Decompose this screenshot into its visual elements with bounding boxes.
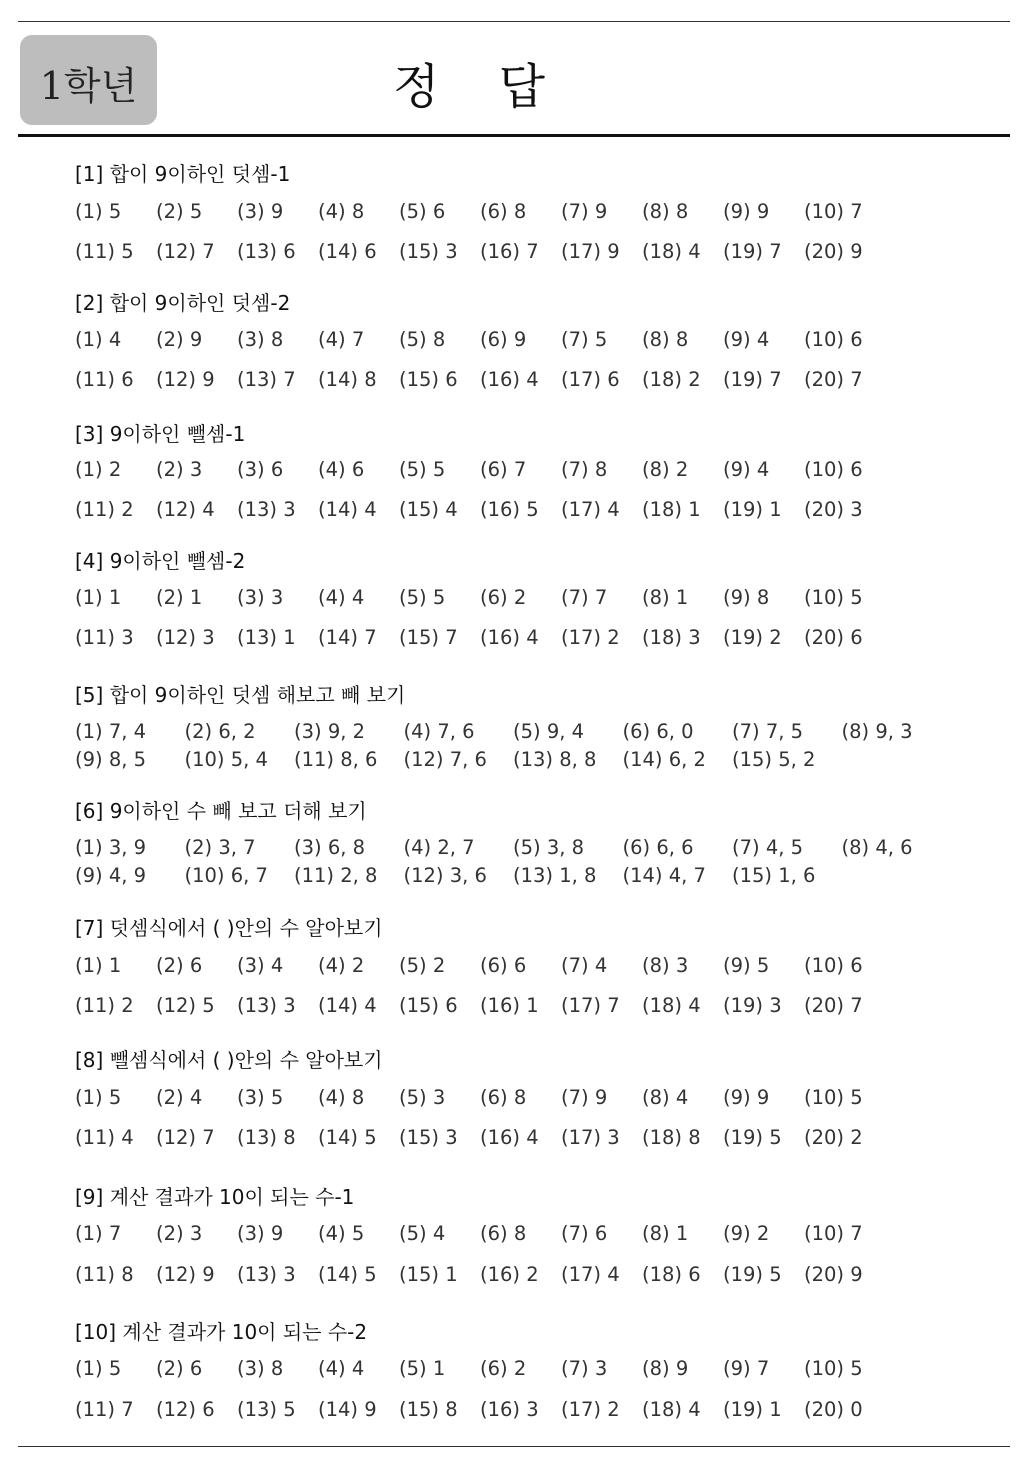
answer-item: (10) 7 [804, 1222, 863, 1245]
answer-item: (13) 1 [237, 626, 296, 649]
answer-item: (2) 9 [156, 328, 203, 351]
answer-item: (15) 7 [399, 626, 458, 649]
answer-item: (4) 5 [318, 1222, 365, 1245]
answer-item: (6) 8 [480, 200, 527, 223]
answer-row [75, 368, 885, 391]
answer-item: (6) 9 [480, 328, 527, 351]
answer-row [75, 1126, 885, 1149]
answer-item: (7) 7 [561, 586, 608, 609]
answer-item: (19) 7 [723, 240, 782, 263]
answer-item: (12) 7, 6 [403, 748, 487, 771]
answer-item: (13) 3 [237, 1263, 296, 1286]
answer-item: (15) 8 [399, 1398, 458, 1421]
answer-item: (9) 2 [723, 1222, 770, 1245]
answer-item: (15) 1, 6 [732, 864, 816, 887]
answer-item: (13) 3 [237, 994, 296, 1017]
answer-item: (9) 4 [723, 458, 770, 481]
answer-item: (8) 4, 6 [841, 836, 913, 859]
answer-row [75, 720, 951, 743]
answer-item: (6) 8 [480, 1086, 527, 1109]
answer-item: (15) 3 [399, 1126, 458, 1149]
answer-item: (12) 5 [156, 994, 215, 1017]
answer-item: (8) 4 [642, 1086, 689, 1109]
answer-item: (18) 8 [642, 1126, 701, 1149]
answer-row [75, 1086, 885, 1109]
answer-item: (10) 5 [804, 586, 863, 609]
answer-item: (7) 6 [561, 1222, 608, 1245]
answer-item: (4) 8 [318, 1086, 365, 1109]
page-title: 정 답 [393, 59, 567, 115]
answer-item: (11) 4 [75, 1126, 134, 1149]
answer-item: (15) 4 [399, 498, 458, 521]
answer-item: (6) 6 [480, 954, 527, 977]
answer-item: (6) 7 [480, 458, 527, 481]
answer-item: (2) 4 [156, 1086, 203, 1109]
answer-row [75, 864, 842, 887]
answer-item: (3) 9, 2 [294, 720, 366, 743]
answer-item: (1) 3, 9 [75, 836, 147, 859]
answer-item: (8) 1 [642, 1222, 689, 1245]
answer-item: (7) 9 [561, 1086, 608, 1109]
answer-item: (13) 3 [237, 498, 296, 521]
answer-item: (2) 1 [156, 586, 203, 609]
answer-item: (19) 5 [723, 1263, 782, 1286]
answer-item: (11) 5 [75, 240, 134, 263]
answer-item: (19) 1 [723, 1398, 782, 1421]
answer-item: (1) 1 [75, 586, 122, 609]
answer-item: (9) 4, 9 [75, 864, 147, 887]
answer-item: (15) 6 [399, 368, 458, 391]
answer-item: (19) 1 [723, 498, 782, 521]
answer-item: (10) 6, 7 [184, 864, 268, 887]
answer-item: (14) 6 [318, 240, 377, 263]
answer-row [75, 498, 885, 521]
answer-item: (6) 6, 6 [622, 836, 694, 859]
header-rule [18, 134, 1010, 137]
answer-item: (5) 1 [399, 1357, 446, 1380]
answer-item: (18) 1 [642, 498, 701, 521]
section-title: [5] 합이 9이하인 덧셈 해보고 빼 보기 [75, 683, 406, 707]
answer-item: (6) 8 [480, 1222, 527, 1245]
answer-item: (4) 7, 6 [403, 720, 475, 743]
answer-item: (1) 5 [75, 1357, 122, 1380]
answer-item: (16) 1 [480, 994, 539, 1017]
answer-item: (8) 8 [642, 328, 689, 351]
answer-item: (14) 4, 7 [622, 864, 706, 887]
answer-item: (13) 1, 8 [513, 864, 597, 887]
answer-item: (1) 7 [75, 1222, 122, 1245]
answer-item: (4) 4 [318, 586, 365, 609]
answer-item: (12) 9 [156, 1263, 215, 1286]
answer-item: (12) 3 [156, 626, 215, 649]
answer-item: (9) 4 [723, 328, 770, 351]
answer-item: (7) 4, 5 [732, 836, 804, 859]
answer-row [75, 328, 885, 351]
answer-item: (13) 8 [237, 1126, 296, 1149]
answer-item: (8) 1 [642, 586, 689, 609]
answer-item: (14) 4 [318, 994, 377, 1017]
answer-item: (15) 1 [399, 1263, 458, 1286]
bottom-rule [18, 1446, 1010, 1447]
answer-item: (10) 5 [804, 1086, 863, 1109]
answer-item: (6) 2 [480, 586, 527, 609]
answer-item: (1) 1 [75, 954, 122, 977]
answer-item: (9) 9 [723, 1086, 770, 1109]
answer-item: (3) 8 [237, 328, 284, 351]
answer-item: (17) 2 [561, 626, 620, 649]
section-title: [1] 합이 9이하인 덧셈-1 [75, 162, 291, 186]
answer-item: (3) 9 [237, 1222, 284, 1245]
answer-item: (3) 9 [237, 200, 284, 223]
answer-item: (18) 4 [642, 1398, 701, 1421]
answer-item: (2) 3, 7 [184, 836, 256, 859]
answer-item: (8) 9, 3 [841, 720, 913, 743]
answer-item: (14) 7 [318, 626, 377, 649]
answer-item: (1) 5 [75, 200, 122, 223]
answer-item: (17) 7 [561, 994, 620, 1017]
answer-item: (8) 8 [642, 200, 689, 223]
answer-item: (16) 4 [480, 1126, 539, 1149]
answer-item: (20) 6 [804, 626, 863, 649]
top-rule [18, 21, 1010, 22]
answer-item: (5) 3 [399, 1086, 446, 1109]
answer-item: (20) 9 [804, 240, 863, 263]
answer-item: (11) 2 [75, 994, 134, 1017]
answer-item: (2) 6, 2 [184, 720, 256, 743]
answer-item: (3) 6, 8 [294, 836, 366, 859]
answer-item: (8) 2 [642, 458, 689, 481]
answer-item: (9) 9 [723, 200, 770, 223]
answer-item: (18) 2 [642, 368, 701, 391]
answer-item: (19) 7 [723, 368, 782, 391]
answer-item: (11) 6 [75, 368, 134, 391]
answer-row [75, 586, 885, 609]
section-title: [7] 덧셈식에서 ( )안의 수 알아보기 [75, 916, 383, 940]
answer-item: (11) 3 [75, 626, 134, 649]
answer-item: (18) 4 [642, 994, 701, 1017]
answer-item: (1) 2 [75, 458, 122, 481]
answer-row [75, 1263, 885, 1286]
answer-item: (5) 4 [399, 1222, 446, 1245]
answer-row [75, 200, 885, 223]
answer-row [75, 240, 885, 263]
answer-item: (3) 6 [237, 458, 284, 481]
answer-item: (3) 5 [237, 1086, 284, 1109]
answer-item: (9) 5 [723, 954, 770, 977]
section-title: [9] 계산 결과가 10이 되는 수-1 [75, 1185, 355, 1209]
answer-item: (12) 6 [156, 1398, 215, 1421]
answer-item: (10) 7 [804, 200, 863, 223]
answer-item: (6) 2 [480, 1357, 527, 1380]
answer-item: (20) 3 [804, 498, 863, 521]
answer-item: (1) 4 [75, 328, 122, 351]
answer-row [75, 836, 951, 859]
answer-item: (11) 2 [75, 498, 134, 521]
grade-label: 1학년 [39, 64, 138, 108]
answer-item: (2) 5 [156, 200, 203, 223]
answer-row [75, 1222, 885, 1245]
answer-item: (4) 6 [318, 458, 365, 481]
answer-item: (8) 9 [642, 1357, 689, 1380]
answer-item: (4) 4 [318, 1357, 365, 1380]
answer-item: (19) 2 [723, 626, 782, 649]
answer-item: (19) 3 [723, 994, 782, 1017]
answer-item: (20) 9 [804, 1263, 863, 1286]
answer-item: (12) 3, 6 [403, 864, 487, 887]
answer-item: (11) 7 [75, 1398, 134, 1421]
answer-item: (7) 5 [561, 328, 608, 351]
answer-item: (13) 8, 8 [513, 748, 597, 771]
answer-item: (7) 7, 5 [732, 720, 804, 743]
answer-item: (18) 4 [642, 240, 701, 263]
answer-item: (14) 9 [318, 1398, 377, 1421]
answer-item: (9) 7 [723, 1357, 770, 1380]
answer-item: (16) 4 [480, 368, 539, 391]
answer-item: (17) 6 [561, 368, 620, 391]
answer-row [75, 458, 885, 481]
answer-item: (4) 2 [318, 954, 365, 977]
answer-item: (16) 7 [480, 240, 539, 263]
answer-row [75, 954, 885, 977]
answer-item: (7) 4 [561, 954, 608, 977]
answer-item: (20) 7 [804, 368, 863, 391]
answer-item: (17) 4 [561, 498, 620, 521]
answer-row [75, 626, 885, 649]
answer-item: (18) 3 [642, 626, 701, 649]
answer-item: (13) 5 [237, 1398, 296, 1421]
answer-item: (2) 3 [156, 1222, 203, 1245]
answer-item: (7) 3 [561, 1357, 608, 1380]
answer-item: (13) 7 [237, 368, 296, 391]
answer-item: (12) 4 [156, 498, 215, 521]
section-title: [10] 계산 결과가 10이 되는 수-2 [75, 1320, 368, 1344]
section-title: [4] 9이하인 뺄셈-2 [75, 549, 246, 573]
answer-item: (5) 6 [399, 200, 446, 223]
answer-item: (17) 4 [561, 1263, 620, 1286]
answer-item: (7) 9 [561, 200, 608, 223]
answer-item: (3) 8 [237, 1357, 284, 1380]
answer-item: (15) 6 [399, 994, 458, 1017]
answer-item: (6) 6, 0 [622, 720, 694, 743]
answer-item: (13) 6 [237, 240, 296, 263]
answer-item: (20) 2 [804, 1126, 863, 1149]
answer-item: (14) 6, 2 [622, 748, 706, 771]
answer-item: (10) 6 [804, 458, 863, 481]
answer-item: (20) 7 [804, 994, 863, 1017]
answer-item: (16) 3 [480, 1398, 539, 1421]
answer-item: (11) 2, 8 [294, 864, 378, 887]
answer-item: (5) 8 [399, 328, 446, 351]
answer-item: (4) 7 [318, 328, 365, 351]
grade-badge [20, 35, 157, 125]
answer-item: (15) 3 [399, 240, 458, 263]
answer-item: (3) 3 [237, 586, 284, 609]
answer-item: (5) 9, 4 [513, 720, 585, 743]
answer-item: (10) 5 [804, 1357, 863, 1380]
section-title: [2] 합이 9이하인 덧셈-2 [75, 291, 291, 315]
answer-item: (1) 5 [75, 1086, 122, 1109]
answer-item: (14) 5 [318, 1126, 377, 1149]
answer-item: (16) 4 [480, 626, 539, 649]
answer-item: (4) 8 [318, 200, 365, 223]
answer-item: (2) 6 [156, 954, 203, 977]
answer-item: (12) 7 [156, 1126, 215, 1149]
answer-item: (14) 4 [318, 498, 377, 521]
answer-item: (2) 3 [156, 458, 203, 481]
answer-item: (11) 8 [75, 1263, 134, 1286]
answer-item: (20) 0 [804, 1398, 863, 1421]
answer-item: (17) 9 [561, 240, 620, 263]
answer-item: (12) 9 [156, 368, 215, 391]
section-title: [6] 9이하인 수 빼 보고 더해 보기 [75, 799, 367, 823]
answer-item: (10) 6 [804, 328, 863, 351]
answer-item: (5) 3, 8 [513, 836, 585, 859]
answer-item: (12) 7 [156, 240, 215, 263]
answer-row [75, 1357, 885, 1380]
section-title: [3] 9이하인 뺄셈-1 [75, 422, 246, 446]
answer-item: (14) 8 [318, 368, 377, 391]
answer-item: (10) 5, 4 [184, 748, 268, 771]
answer-item: (16) 2 [480, 1263, 539, 1286]
answer-item: (14) 5 [318, 1263, 377, 1286]
answer-item: (9) 8, 5 [75, 748, 147, 771]
answer-row [75, 1398, 885, 1421]
answer-item: (19) 5 [723, 1126, 782, 1149]
answer-item: (5) 5 [399, 458, 446, 481]
answer-item: (10) 6 [804, 954, 863, 977]
answer-item: (1) 7, 4 [75, 720, 147, 743]
answer-item: (16) 5 [480, 498, 539, 521]
answer-item: (9) 8 [723, 586, 770, 609]
answer-item: (7) 8 [561, 458, 608, 481]
answer-item: (15) 5, 2 [732, 748, 816, 771]
section-title: [8] 뺄셈식에서 ( )안의 수 알아보기 [75, 1048, 383, 1072]
answer-item: (11) 8, 6 [294, 748, 378, 771]
answer-item: (5) 5 [399, 586, 446, 609]
answer-item: (18) 6 [642, 1263, 701, 1286]
answer-item: (17) 3 [561, 1126, 620, 1149]
answer-item: (8) 3 [642, 954, 689, 977]
answer-item: (5) 2 [399, 954, 446, 977]
answer-row [75, 994, 885, 1017]
answer-item: (2) 6 [156, 1357, 203, 1380]
answer-row [75, 748, 842, 771]
answer-item: (3) 4 [237, 954, 284, 977]
answer-item: (4) 2, 7 [403, 836, 475, 859]
answer-item: (17) 2 [561, 1398, 620, 1421]
